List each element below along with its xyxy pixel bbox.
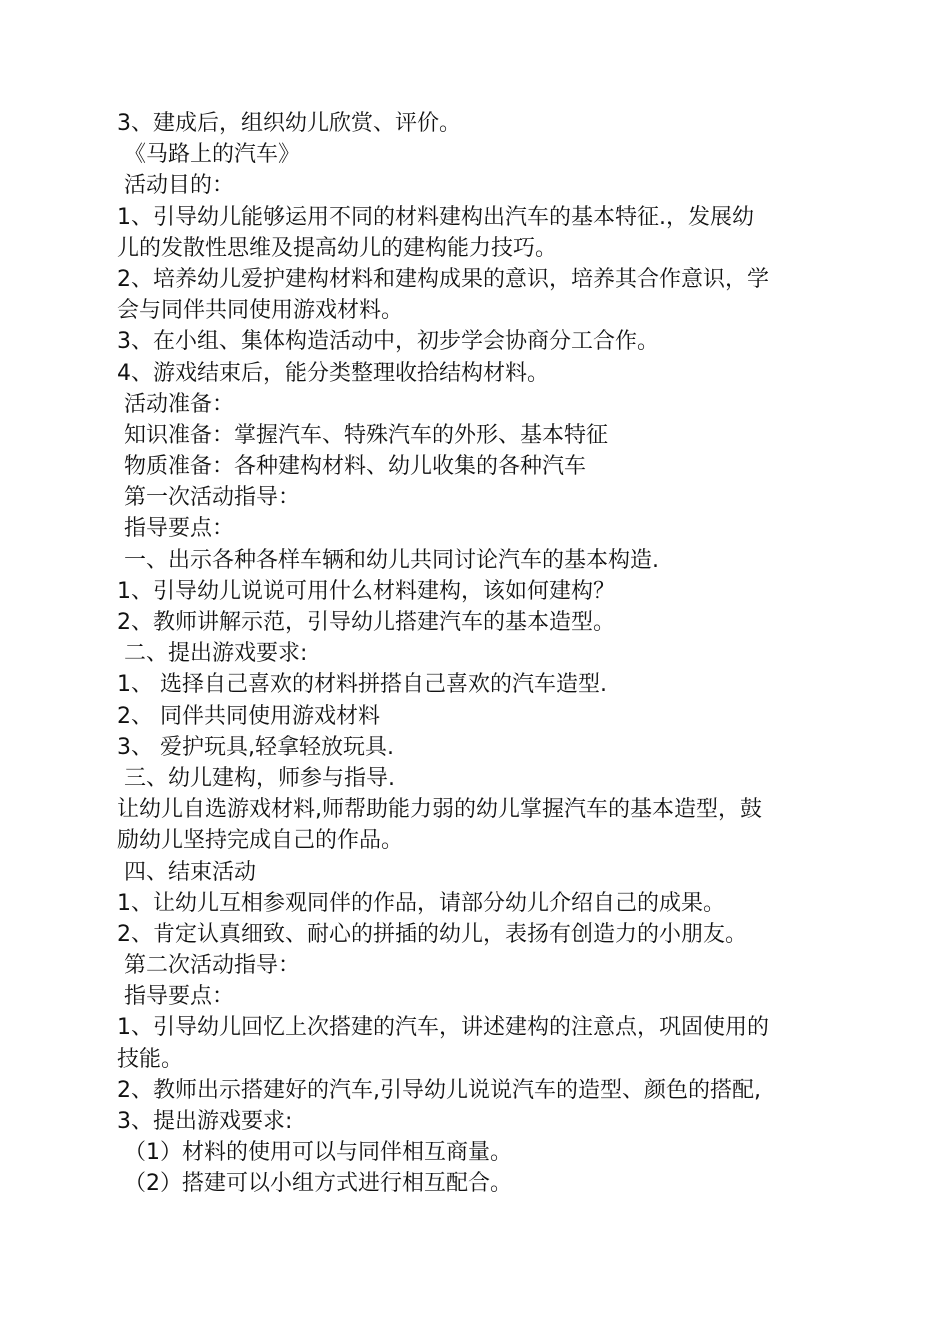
heading-key-points: 指导要点： xyxy=(117,984,234,1010)
text-line: 1、引导幼儿回忆上次搭建的汽车，讲述建构的注意点，巩固使用的 xyxy=(117,1015,769,1041)
text-line: （2）搭建可以小组方式进行相互配合。 xyxy=(117,1171,512,1197)
text-line: 1、引导幼儿说说可用什么材料建构，该如何建构？ xyxy=(117,578,615,604)
text-line: 3、 爱护玩具,轻拿轻放玩具. xyxy=(117,734,394,760)
text-line: 二、提出游戏要求: xyxy=(117,641,308,667)
text-line: 3、提出游戏要求: xyxy=(117,1109,293,1134)
heading-preparation: 活动准备： xyxy=(117,391,234,417)
text-line: 2、肯定认真细致、耐心的拼插的幼儿，表扬有创造力的小朋友。 xyxy=(117,921,747,947)
text-line: 2、培养幼儿爱护建构材料和建构成果的意识，培养其合作意识，学 xyxy=(117,266,769,292)
text-line: 四、结束活动 xyxy=(117,859,256,885)
text-line: 3、建成后，组织幼儿欣赏、评价。 xyxy=(117,111,461,136)
document-page xyxy=(117,108,837,1200)
text-line: 物质准备：各种建构材料、幼儿收集的各种汽车 xyxy=(117,454,586,480)
heading-first-activity: 第一次活动指导： xyxy=(117,485,300,511)
text-line: （1）材料的使用可以与同伴相互商量。 xyxy=(117,1140,512,1166)
text-line: 让幼儿自选游戏材料,师帮助能力弱的幼儿掌握汽车的基本造型，鼓 xyxy=(117,797,762,823)
heading-key-points: 指导要点： xyxy=(117,516,234,542)
text-line: 2、教师出示搭建好的汽车,引导幼儿说说汽车的造型、颜色的搭配, xyxy=(117,1077,761,1103)
text-line: 一、出示各种各样车辆和幼儿共同讨论汽车的基本构造. xyxy=(117,547,659,573)
text-line: 励幼儿坚持完成自己的作品。 xyxy=(117,828,404,854)
text-line: 1、 选择自己喜欢的材料拼搭自己喜欢的汽车造型. xyxy=(117,672,607,698)
text-line: 3、在小组、集体构造活动中，初步学会协商分工合作。 xyxy=(117,329,659,355)
text-line: 1、引导幼儿能够运用不同的材料建构出汽车的基本特征.，发展幼 xyxy=(117,204,754,230)
text-line: 2、 同伴共同使用游戏材料 xyxy=(117,703,380,729)
text-line: 1、让幼儿互相参观同伴的作品，请部分幼儿介绍自己的成果。 xyxy=(117,890,725,916)
text-line: 儿的发散性思维及提高幼儿的建构能力技巧。 xyxy=(117,235,558,261)
heading-second-activity: 第二次活动指导： xyxy=(117,953,300,979)
text-line: 4、游戏结束后，能分类整理收拾结构材料。 xyxy=(117,360,549,386)
text-line: 会与同伴共同使用游戏材料。 xyxy=(117,298,404,324)
text-line: 技能。 xyxy=(117,1046,184,1072)
text-line: 2、教师讲解示范，引导幼儿搭建汽车的基本造型。 xyxy=(117,610,615,635)
heading-goals: 活动目的： xyxy=(117,173,234,199)
section-title: 《马路上的汽车》 xyxy=(117,142,300,168)
text-line: 知识准备：掌握汽车、特殊汽车的外形、基本特征 xyxy=(117,422,608,448)
text-line: 三、幼儿建构，师参与指导. xyxy=(117,765,395,791)
